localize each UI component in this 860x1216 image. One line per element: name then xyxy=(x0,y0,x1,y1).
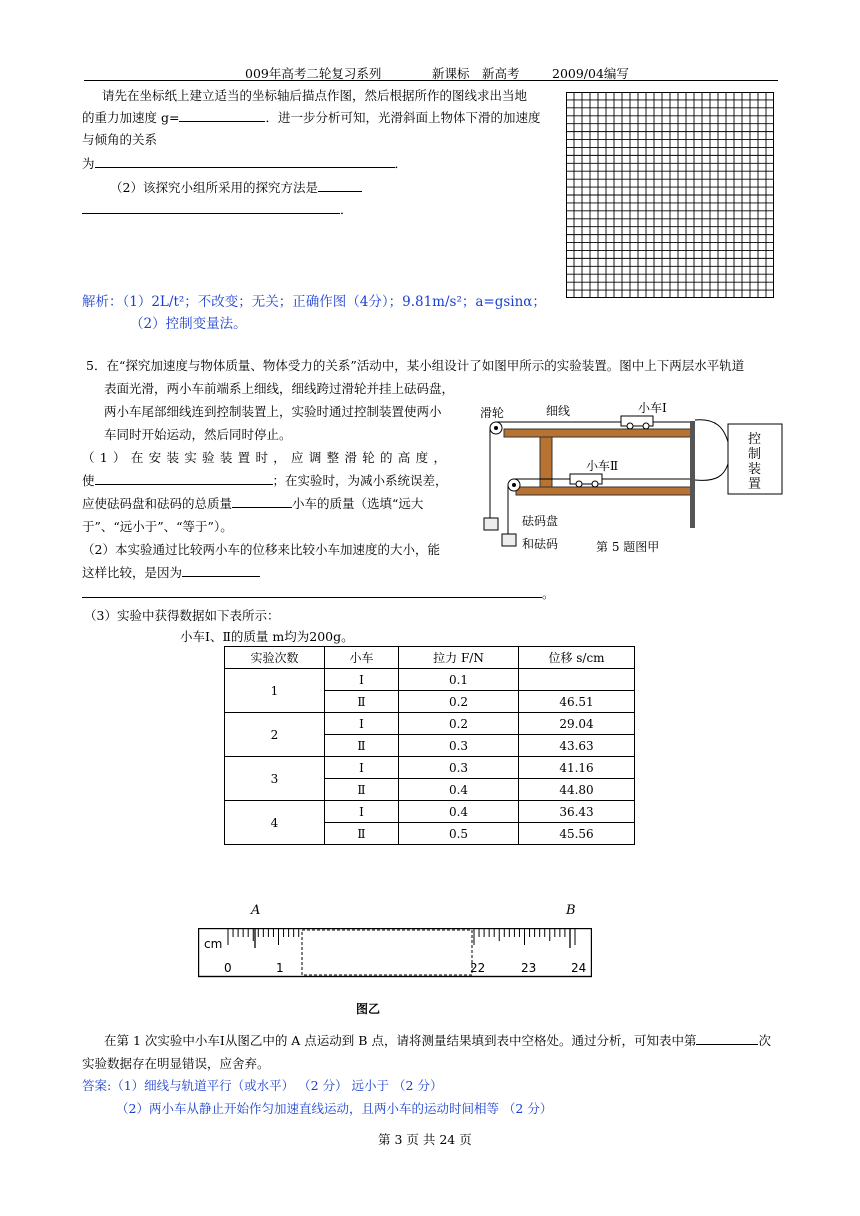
q5-line4: 车同时开始运动，然后同时停止。 xyxy=(104,427,292,442)
header-rule xyxy=(84,80,778,81)
q5-line8: 于”、“远小于”、“等于”）。 xyxy=(82,519,233,534)
q5b-line1 xyxy=(104,1031,771,1049)
header-tag1: 新课标 xyxy=(432,66,470,81)
p4-line2 xyxy=(82,108,540,126)
car-cell: Ⅱ xyxy=(325,779,399,801)
trial-cell: 3 xyxy=(225,757,325,801)
header-date: 2009/04编写 xyxy=(552,66,629,81)
car-cell: Ⅰ xyxy=(325,757,399,779)
label-car-1: 小车Ⅰ xyxy=(638,401,667,415)
table-header: 位移 s/cm xyxy=(519,647,635,669)
analysis-line2: （2）控制变量法。 xyxy=(130,316,247,332)
label-a: A xyxy=(251,903,261,918)
figure-b-caption: 图乙 xyxy=(356,1002,381,1016)
q5-line9: （2）本实验通过比较两小车的位移来比较小车加速度的大小，能 xyxy=(82,542,440,557)
force-cell: 0.2 xyxy=(399,691,519,713)
answer-blank-g xyxy=(179,121,265,122)
q5-line12: （3）实验中获得数据如下表所示： xyxy=(84,608,280,623)
q5-line7b: 小车的质量（选填“远大 xyxy=(292,496,424,511)
p4-line2b: ．进一步分析可知，光滑斜面上物体下滑的加速度 xyxy=(265,110,541,125)
answer-blank-mass xyxy=(232,507,292,508)
q5b-line1a: 在第 1 次实验中小车Ⅰ从图乙中的 A 点运动到 B 点，请将测量结果填到表中空格处。通过分析，可知表中第 xyxy=(104,1033,697,1048)
displacement-cell: 36.43 xyxy=(519,801,635,823)
q5-line6a: 使 xyxy=(82,473,95,488)
answer-blank-reason-2 xyxy=(82,597,542,598)
tick-label-0: 0 xyxy=(224,961,232,975)
car-cell: Ⅱ xyxy=(325,823,399,845)
table-row xyxy=(225,801,635,823)
q5-line2: 表面光滑，两小车前端系上细线，细线跨过滑轮并挂上砝码盘， xyxy=(104,381,455,396)
table-header: 拉力 F/N xyxy=(399,647,519,669)
p4-line5 xyxy=(110,178,362,196)
table-row xyxy=(225,669,635,691)
answer-line2: （2）两小车从静止开始作匀加速直线运动，且两小车的运动时间相等 （2 分） xyxy=(116,1101,553,1116)
car-cell: Ⅰ xyxy=(325,713,399,735)
label-car-2: 小车Ⅱ xyxy=(586,459,619,473)
control-wall xyxy=(690,421,695,528)
displacement-cell-empty[interactable] xyxy=(519,669,635,691)
q5-line6 xyxy=(82,471,448,489)
p4-line6b: ． xyxy=(340,202,353,217)
answer-line1 xyxy=(82,1076,442,1094)
car-cell: Ⅱ xyxy=(325,691,399,713)
answer-blank-trial xyxy=(696,1044,758,1045)
q5-line11b: 。 xyxy=(542,586,555,601)
label-control: 控制装置 xyxy=(748,432,762,492)
tick-label-23: 23 xyxy=(521,961,537,975)
page-number: 第 3 页 共 24 页 xyxy=(378,1132,472,1147)
header-series: 009年高考二轮复习系列 xyxy=(245,66,382,81)
label-pulley: 滑轮 xyxy=(480,406,505,420)
q5-line13: 小车Ⅰ、Ⅱ的质量 m均为200g。 xyxy=(180,629,354,644)
tick-label-1: 1 xyxy=(276,961,284,975)
displacement-cell: 41.16 xyxy=(519,757,635,779)
analysis-text1: （1）2L/t²；不改变；无关；正确作图（4分）；9.81m/s²；a=gsinα； xyxy=(122,294,546,310)
q5-line6b: ；在实验时，为减小系统误差， xyxy=(272,473,448,488)
p4-line2a: 的重力加速度 g= xyxy=(82,110,180,125)
q5b-line1b: 次 xyxy=(758,1033,771,1048)
label-b: B xyxy=(566,903,576,918)
answer-blank-method xyxy=(318,191,362,192)
ruler-break xyxy=(302,930,472,975)
trial-cell: 4 xyxy=(225,801,325,845)
q5-line7a: 应使砝码盘和砝码的总质量 xyxy=(82,496,233,511)
table-row xyxy=(225,713,635,735)
q5-line10-text: 这样比较，是因为 xyxy=(82,565,183,580)
answer-blank-method-2 xyxy=(82,213,340,214)
force-cell: 0.2 xyxy=(399,713,519,735)
p4-line1: 请先在坐标纸上建立适当的坐标轴后描点作图，然后根据所作的图线求出当地 xyxy=(102,88,528,103)
displacement-cell: 43.63 xyxy=(519,735,635,757)
analysis-label: 解析： xyxy=(82,294,123,310)
answer-blank-reason xyxy=(182,576,260,577)
lower-track xyxy=(516,487,692,495)
p4-line4 xyxy=(82,154,407,172)
q5-line7 xyxy=(82,494,423,512)
trial-cell: 1 xyxy=(225,669,325,713)
car-cell: Ⅱ xyxy=(325,735,399,757)
displacement-cell: 45.56 xyxy=(519,823,635,845)
table-header: 实验次数 xyxy=(225,647,325,669)
force-cell: 0.3 xyxy=(399,735,519,757)
q5-line3: 两小车尾部细线连到控制装置上，实验时通过控制装置使两小 xyxy=(104,404,442,419)
table-header: 小车 xyxy=(325,647,399,669)
tick-label-24: 24 xyxy=(571,961,587,975)
displacement-cell: 46.51 xyxy=(519,691,635,713)
q5b-line2: 实验数据存在明显错误，应舍弃。 xyxy=(82,1056,270,1071)
displacement-cell: 29.04 xyxy=(519,713,635,735)
p4-line4a: 为 xyxy=(82,156,95,171)
trial-cell: 2 xyxy=(225,713,325,757)
figure-a-caption: 第 5 题图甲 xyxy=(596,540,660,554)
ruler-unit: cm xyxy=(204,937,223,951)
answer-blank-pulley xyxy=(95,484,273,485)
force-cell: 0.4 xyxy=(399,779,519,801)
force-cell: 0.1 xyxy=(399,669,519,691)
p4-line5-text: （2）该探究小组所采用的探究方法是 xyxy=(110,180,318,195)
weight-1 xyxy=(484,518,498,530)
car-cell: Ⅰ xyxy=(325,801,399,823)
header-tag2: 新高考 xyxy=(482,66,520,81)
analysis-line1 xyxy=(82,290,546,310)
q5-line11 xyxy=(82,584,555,602)
label-weights-1: 砝码盘 xyxy=(522,514,559,528)
answer-text1: （1）细线与轨道平行（或水平） （2 分） 远小于 （2 分） xyxy=(111,1078,443,1093)
p4-line4b: ． xyxy=(394,156,408,171)
displacement-cell: 44.80 xyxy=(519,779,635,801)
table-header-row xyxy=(225,647,635,669)
force-cell: 0.5 xyxy=(399,823,519,845)
label-string: 细线 xyxy=(546,404,571,418)
q5-line1: 5．在“探究加速度与物体质量、物体受力的关系”活动中，某小组设计了如图甲所示的实验装置。图中上下两层水平轨道 xyxy=(86,358,745,373)
p4-line3: 与倾角的关系 xyxy=(82,132,158,147)
force-cell: 0.3 xyxy=(399,757,519,779)
graph-paper-grid xyxy=(566,92,774,298)
answer-blank-relation xyxy=(95,167,395,168)
force-cell: 0.4 xyxy=(399,801,519,823)
label-weights-2: 和砝码 xyxy=(522,537,559,551)
table-row xyxy=(225,757,635,779)
car-cell: Ⅰ xyxy=(325,669,399,691)
weight-2 xyxy=(502,534,516,546)
p4-line6 xyxy=(82,200,353,218)
data-table xyxy=(224,646,635,845)
upper-track xyxy=(504,429,692,437)
q5-line10 xyxy=(82,563,260,581)
tick-label-22: 22 xyxy=(470,961,486,975)
q5-line5: （1）在安装实验装置时，应调整滑轮的高度， xyxy=(82,450,452,465)
answer-label: 答案: xyxy=(82,1078,112,1093)
